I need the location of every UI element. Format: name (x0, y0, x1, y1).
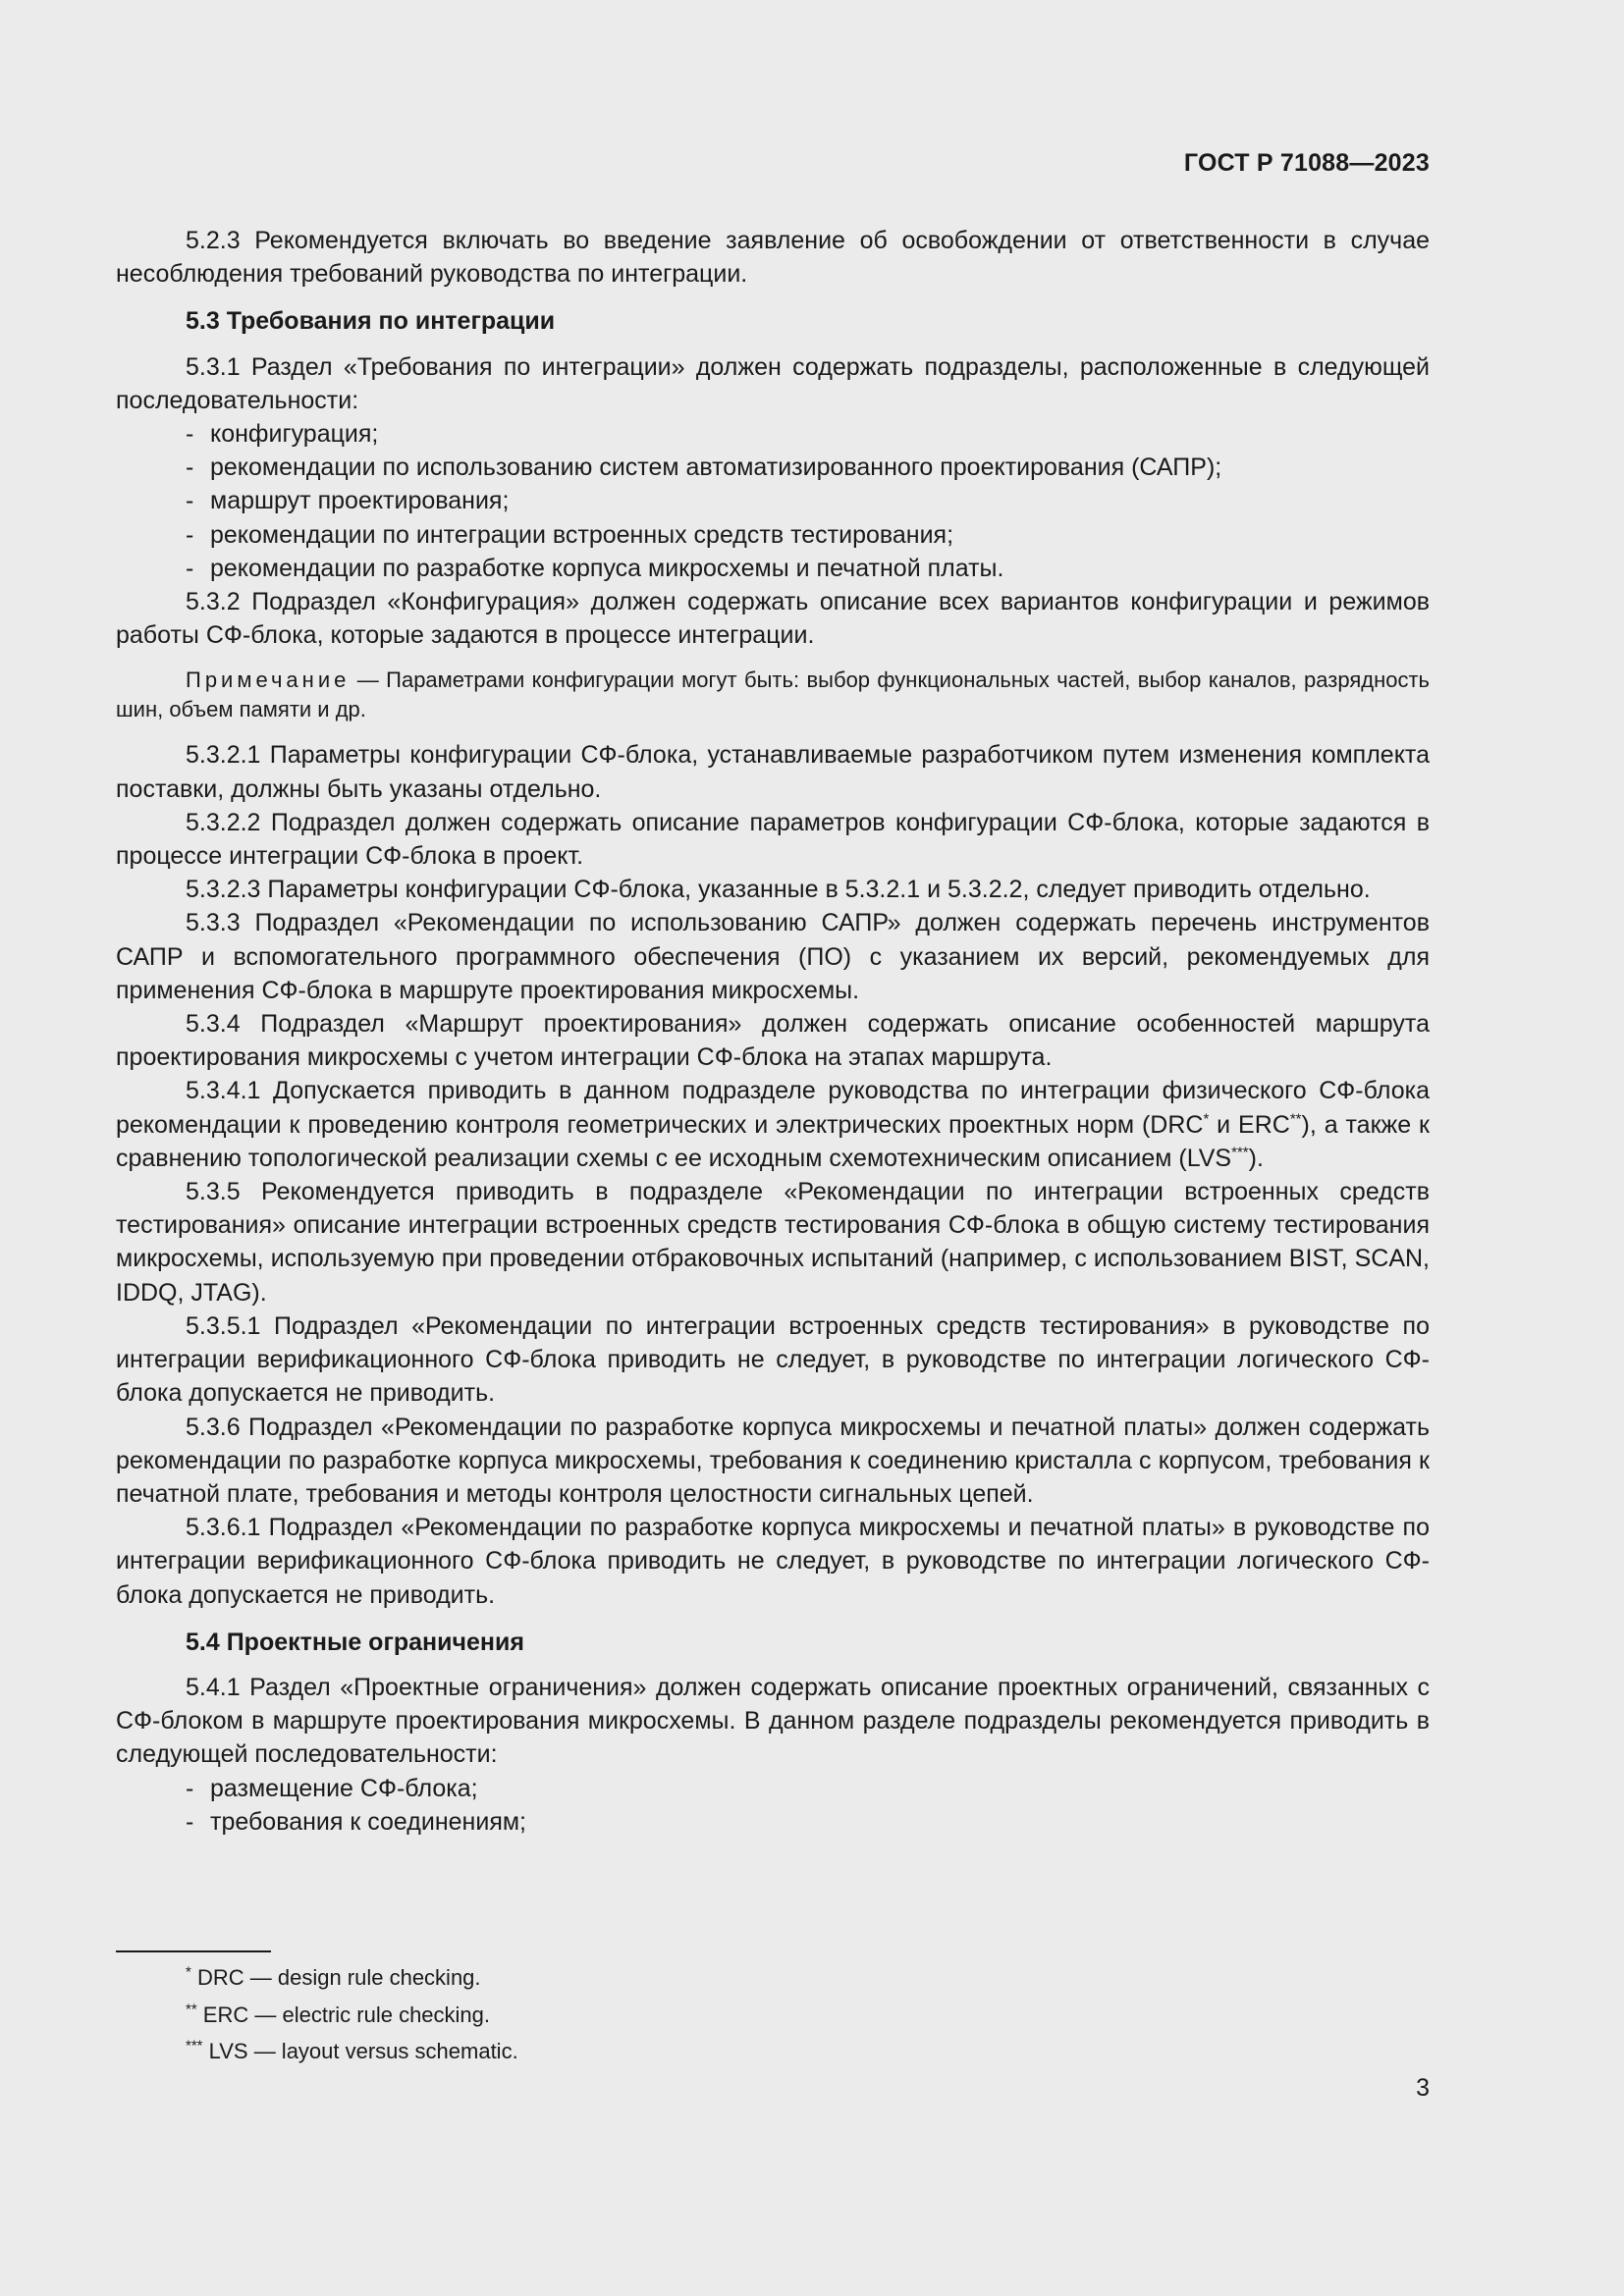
section-heading-5-4: 5.4 Проектные ограничения (186, 1628, 524, 1656)
footnote-2 (186, 1997, 518, 2034)
list-item: - рекомендации по интеграции встроенных средств тестирования; (186, 518, 1430, 552)
paragraph-5-3-1: 5.3.1 Раздел «Требования по интеграции» должен содержать подразделы, расположенные в следующей последовательности: (116, 352, 1430, 414)
footnote-text: DRC — design rule checking. (190, 1965, 481, 1990)
list-5-3-1 (116, 417, 1430, 585)
paragraph-5-3-5-1: 5.3.5.1 Подраздел «Рекомендации по интеграции встроенных средств тестирования» в руководстве по интеграции верификационного СФ-блока приводить не следует, в руководстве по интеграции логического СФ-блока допускается не приводить. (116, 1311, 1430, 1408)
paragraph-5-3-2: 5.3.2 Подраздел «Конфигурация» должен содержать описание всех вариантов конфигурации и режимов работы СФ-блока, которые задаются в процессе интеграции. (116, 588, 1430, 650)
document-body (116, 224, 1430, 1839)
section-heading-5-3: 5.3 Требования по интеграции (186, 307, 556, 336)
paragraph-5-3-3: 5.3.3 Подраздел «Рекомендации по использованию САПР» должен содержать перечень инструментов САПР и вспомогательного программного обеспечения (ПО) с указанием их версий, рекомендуемых для применения СФ-блока в маршруте проектирования микросхемы. (116, 909, 1430, 1004)
footnote-mark: * (186, 1963, 191, 1981)
footnote-text: LVS — layout versus schematic. (202, 2039, 518, 2063)
list-item: - размещение СФ-блока; (186, 1772, 1430, 1805)
paragraph-5-3-6-1: 5.3.6.1 Подраздел «Рекомендации по разработке корпуса микросхемы и печатной платы» в руководстве по интеграции верификационного СФ-блока приводить не следует, в руководстве по интеграции логического СФ-блока допускается не приводить. (116, 1514, 1430, 1609)
footnote-ref-3: *** (1231, 1144, 1249, 1161)
footnote-1 (186, 1959, 518, 1997)
paragraph-5-4-1: 5.4.1 Раздел «Проектные ограничения» должен содержать описание проектных ограничений, связанных с СФ-блоком в маршруте проектирования микросхемы. В данном разделе подразделы рекомендуется приводить в следующей последовательности: (116, 1673, 1430, 1769)
paragraph-5-3-2-3: 5.3.2.3 Параметры конфигурации СФ-блока, указанные в 5.3.2.1 и 5.3.2.2, следует приводить отдельно. (186, 876, 1371, 904)
paragraph-text: ), а также к сравнению топологической реализации схемы с ее исходным схемотехническим описанием (LVS (116, 1110, 1430, 1172)
list-item: - рекомендации по разработке корпуса микросхемы и печатной платы. (186, 552, 1430, 585)
list-item: - конфигурация; (186, 417, 1430, 451)
paragraph-5-3-6: 5.3.6 Подраздел «Рекомендации по разработке корпуса микросхемы и печатной платы» должен содержать рекомендации по разработке корпуса микросхемы, требования к соединению кристалла с корпусом, требования к печатной плате, требования и методы контроля целостности сигнальных цепей. (116, 1413, 1430, 1508)
footnote-separator (116, 1950, 271, 1952)
footnote-ref-1: * (1203, 1110, 1210, 1128)
note-text: — Параметрами конфигурации могут быть: выбор функциональных частей, выбор каналов, разрядность шин, объем памяти и др. (116, 667, 1430, 722)
paragraph-5-3-4: 5.3.4 Подраздел «Маршрут проектирования» должен содержать описание особенностей маршрута проектирования микросхемы с учетом интеграции СФ-блока на этапах маршрута. (116, 1010, 1430, 1072)
list-item: - требования к соединениям; (186, 1805, 1430, 1839)
list-5-4-1 (116, 1772, 1430, 1839)
paragraph-5-3-4-1 (116, 1074, 1430, 1175)
paragraph-text: ). (1248, 1144, 1264, 1172)
footnote-mark: *** (186, 2037, 203, 2055)
footnote-text: ERC — electric rule checking. (196, 2002, 491, 2027)
paragraph-text: 5.3.4.1 Допускается приводить в данном подразделе руководства по интеграции физического СФ-блока рекомендации к проведению контроля геометрических и электрических проектных норм (DRC (116, 1077, 1430, 1139)
note-label: Примечание (186, 667, 351, 693)
paragraph-text: и ERC (1209, 1110, 1290, 1139)
page-number: 3 (1416, 2074, 1430, 2102)
note (116, 666, 1430, 724)
footnotes (186, 1959, 518, 2070)
paragraph-5-3-2-1: 5.3.2.1 Параметры конфигурации СФ-блока, устанавливаемые разработчиком путем изменения комплекта поставки, должны быть указаны отдельно. (116, 741, 1430, 803)
footnote-ref-2: ** (1289, 1110, 1302, 1128)
footnote-3 (186, 2033, 518, 2070)
list-item: - рекомендации по использованию систем автоматизированного проектирования (САПР); (186, 451, 1430, 484)
list-item: - маршрут проектирования; (186, 484, 1430, 517)
footnote-mark: ** (186, 2001, 197, 2018)
paragraph-5-3-5: 5.3.5 Рекомендуется приводить в подразделе «Рекомендации по интеграции встроенных средств тестирования» описание интеграции встроенных средств тестирования СФ-блока в общую систему тестирования микросхемы, используемую при проведении отбраковочных испытаний (например, с использованием BIST, SCAN, IDDQ, JTAG). (116, 1178, 1430, 1307)
document-code-header: ГОСТ Р 71088—2023 (1183, 149, 1430, 177)
paragraph-5-3-2-2: 5.3.2.2 Подраздел должен содержать описание параметров конфигурации СФ-блока, которые задаются в процессе интеграции СФ-блока в проект. (116, 808, 1430, 871)
paragraph-5-2-3: 5.2.3 Рекомендуется включать во введение заявление об освобождении от ответственности в случае несоблюдения требований руководства по интеграции. (116, 227, 1430, 289)
